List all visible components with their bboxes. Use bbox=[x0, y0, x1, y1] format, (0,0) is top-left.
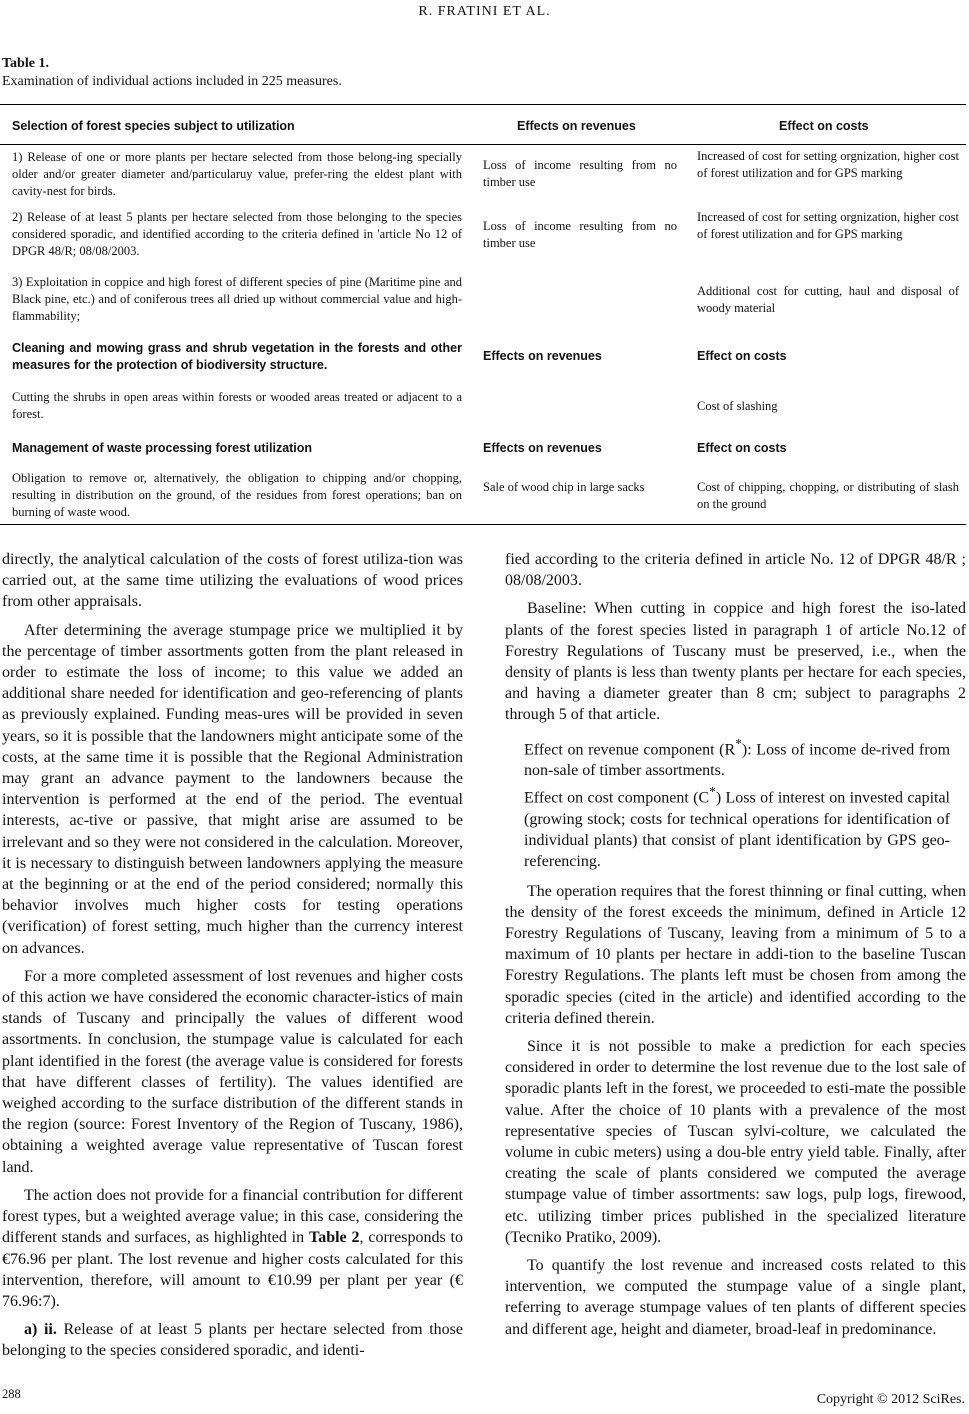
table-row-4-costs: Cost of slashing bbox=[697, 399, 778, 413]
left-paragraph-5-body: Release of at least 5 plants per hectare selected from those belonging to the species considered sporadic, and identi- bbox=[2, 1321, 464, 1360]
table-row-5-species: Obligation to remove or, alternatively, the obligation to chipping and/or chopping, resulting in distribution on the ground, of the residues from forest operations; ban on burning of waste wood. bbox=[12, 471, 462, 519]
table-bottom-rule bbox=[0, 524, 966, 525]
table-row-1-revenues: Loss of income resulting from no timber use bbox=[483, 158, 677, 189]
table-row-2-revenues: Loss of income resulting from no timber use bbox=[483, 219, 677, 250]
table-top-rule bbox=[0, 104, 966, 105]
table-row-1-species: 1) Release of one or more plants per hectare selected from those belong-ing specially older and/or greater diameter and/particularuy value, prefer-ring the eldest plant with cavity-nest for birds. bbox=[12, 150, 462, 198]
left-paragraph-4-start: The action does not provide for a financial contribution for different forest types, but a weighted average value; in this case, considering the different stands and surfaces, as highlighted in bbox=[2, 1186, 463, 1247]
table-section-waste-revenues: Effects on revenues bbox=[483, 441, 602, 455]
right-column bbox=[505, 549, 966, 1347]
left-paragraph-4 bbox=[2, 1185, 463, 1312]
table-header-rule bbox=[0, 144, 966, 145]
copyright-notice: Copyright © 2012 SciRes. bbox=[816, 1392, 965, 1407]
cost-component-text: Effect on cost component (C*) Loss of interest on invested capital (growing stock; costs for technical operations for identification of individual plants) that consist of plant identification by GPS geo-referencing. bbox=[524, 784, 951, 871]
table-section-waste-costs: Effect on costs bbox=[697, 441, 787, 455]
table-row-2-costs: Increased of cost for setting orgnization, higher cost of forest utilization and for GPS marking bbox=[697, 210, 959, 241]
table-caption bbox=[2, 55, 342, 91]
left-paragraph-3: For a more completed assessment of lost revenues and higher costs of this action we have considered the economic character-istics of main stands of Tuscany and principally the values of different wood assortments. In conclusion, the stumpage value is calculated for each plant identified in the forest (the average value is considered for forests that have different classes of fertility). The values identified are weighed according to the surface distribution of the different stands in the region (source: Forest Inventory of the Region of Tuscany, 1986), obtaining a weighted average value representative of Tuscan forest land. bbox=[2, 967, 463, 1176]
table-label: Table 1. bbox=[2, 56, 49, 71]
table-section-cleaning: Cleaning and mowing grass and shrub vegetation in the forests and other measures for the protection of biodiversity structure. bbox=[12, 341, 462, 372]
table-2-reference[interactable]: Table 2 bbox=[309, 1229, 360, 1247]
table-row-2-species: 2) Release of at least 5 plants per hectare selected from those belonging to the species considered sporadic, and identified according to the criteria defined in 'article No 12 of DPGR 48/R; 08/08/2003. bbox=[12, 210, 462, 258]
right-paragraph-4: Since it is not possible to make a prediction for each species considered in order to determine the lost revenue due to the lost sale of sporadic plants left in the forest, we proceeded to esti-mate the possible value. After the choice of 10 plants with a prevalence of the most representative species of Tuscan sylvi-colture, we calculated the volume in cubic meters) using a dou-ble entry yield table. Finally, after creating the scale of plants considered we computed the average stumpage value of timber assortments: saw logs, pulp logs, firewood, etc. utilizing timber prices published in the specialized literature (Tecniko Pratiko, 2009). bbox=[505, 1037, 966, 1246]
table-caption-text: Examination of individual actions included in 225 measures. bbox=[2, 74, 342, 89]
effect-components-block bbox=[524, 733, 950, 873]
table-header-col2: Effects on revenues bbox=[517, 119, 636, 133]
table-header-col1: Selection of forest species subject to utilization bbox=[12, 119, 295, 133]
table-header-col3: Effect on costs bbox=[779, 119, 869, 133]
right-paragraph-2: Baseline: When cutting in coppice and high forest the iso-lated plants of the forest species listed in paragraph 1 of article No.12 of Forestry Regulations of Tuscany must be preserved, i.e., when the density of plants is less than twenty plants per hectare for each species, and having a diameter greater than 8 cm; subject to paragraphs 2 through 5 of that article. bbox=[505, 600, 966, 724]
left-paragraph-2: After determining the average stumpage price we multiplied it by the percentage of timber assortments gotten from the plant released in order to estimate the loss of income; to this value we added an additional share needed for identification and geo-referencing of plants as previously explained. Funding meas-ures will be provided in seven years, so it is possible that the landowners might anticipate some of the costs, at the same time it is possible that the Regional Administration may grant an advance payment to the landowners because the intervention is performed at the end of the period. The eventual interests, ac-tive or passive, that might arise are assumed to be irrelevant and so they were not considered in the calculation. Moreover, it is necessary to distinguish between landowners applying the measure at the beginning or at the end of the period considered; normally this behavior involves much higher costs for testing operations (verification) of forest setting, much higher than the currency interest on advances. bbox=[2, 621, 463, 957]
running-head: R. FRATINI ET AL. bbox=[418, 4, 551, 19]
left-paragraph-4-end: , corresponds to €76.96 per plant. The lost revenue and higher costs calculated for this intervention, therefore, will amount to €10.99 per plant per year (€ 76.96:7). bbox=[2, 1229, 463, 1310]
table-row-5-costs: Cost of chipping, chopping, or distributing of slash on the ground bbox=[697, 480, 959, 511]
right-paragraph-3: The operation requires that the forest thinning or final cutting, when the density of the forest exceeds the minimum, defined in Article 12 Forestry Regulations of Tuscany, leaving from a minimum of 5 to a maximum of 10 plants per hectare in addi-tion to the baseline Tuscan Forestry Regulations. The plants left must be chosen from among the sporadic species (cited in the article) and identified according to the criteria defined therein. bbox=[505, 882, 966, 1027]
table-row-3-species: 3) Exploitation in coppice and high forest of different species of pine (Maritime pine and Black pine, etc.) and of coniferous trees all dried up without commercial value and high-flammability; bbox=[12, 275, 462, 323]
left-column bbox=[2, 549, 463, 1369]
subsection-heading-a-ii: a) ii. bbox=[24, 1321, 57, 1339]
table-row-5-revenues: Sale of wood chip in large sacks bbox=[483, 480, 645, 494]
table-row-4-species: Cutting the shrubs in open areas within forests or wooded areas treated or adjacent to a forest. bbox=[12, 390, 462, 421]
revenue-component-text: Effect on revenue component (R*): Loss of income de-rived from non-sale of timber assortments. bbox=[524, 735, 951, 780]
right-paragraph-5: To quantify the lost revenue and increased costs related to this intervention, we computed the stumpage value of a single plant, referring to average stumpage values of ten plants of different species and different age, height and diameter, broad-leaf in predominance. bbox=[505, 1256, 966, 1338]
right-paragraph-1: fied according to the criteria defined in article No. 12 of DPGR 48/R ; 08/08/2003. bbox=[505, 551, 966, 590]
left-paragraph-5 bbox=[2, 1319, 463, 1361]
table-section-cleaning-revenues: Effects on revenues bbox=[483, 349, 602, 363]
table-row-3-costs: Additional cost for cutting, haul and disposal of woody material bbox=[697, 284, 959, 315]
table-row-1-costs: Increased of cost for setting orgnization, higher cost of forest utilization and for GPS marking bbox=[697, 149, 959, 180]
table-section-waste: Management of waste processing forest utilization bbox=[12, 441, 313, 455]
page-number: 288 bbox=[2, 1387, 21, 1401]
table-section-cleaning-costs: Effect on costs bbox=[697, 349, 787, 363]
left-paragraph-1: directly, the analytical calculation of the costs of forest utiliza-tion was carried out, at the same time utilizing the evaluations of wood prices from other appraisals. bbox=[2, 551, 463, 611]
